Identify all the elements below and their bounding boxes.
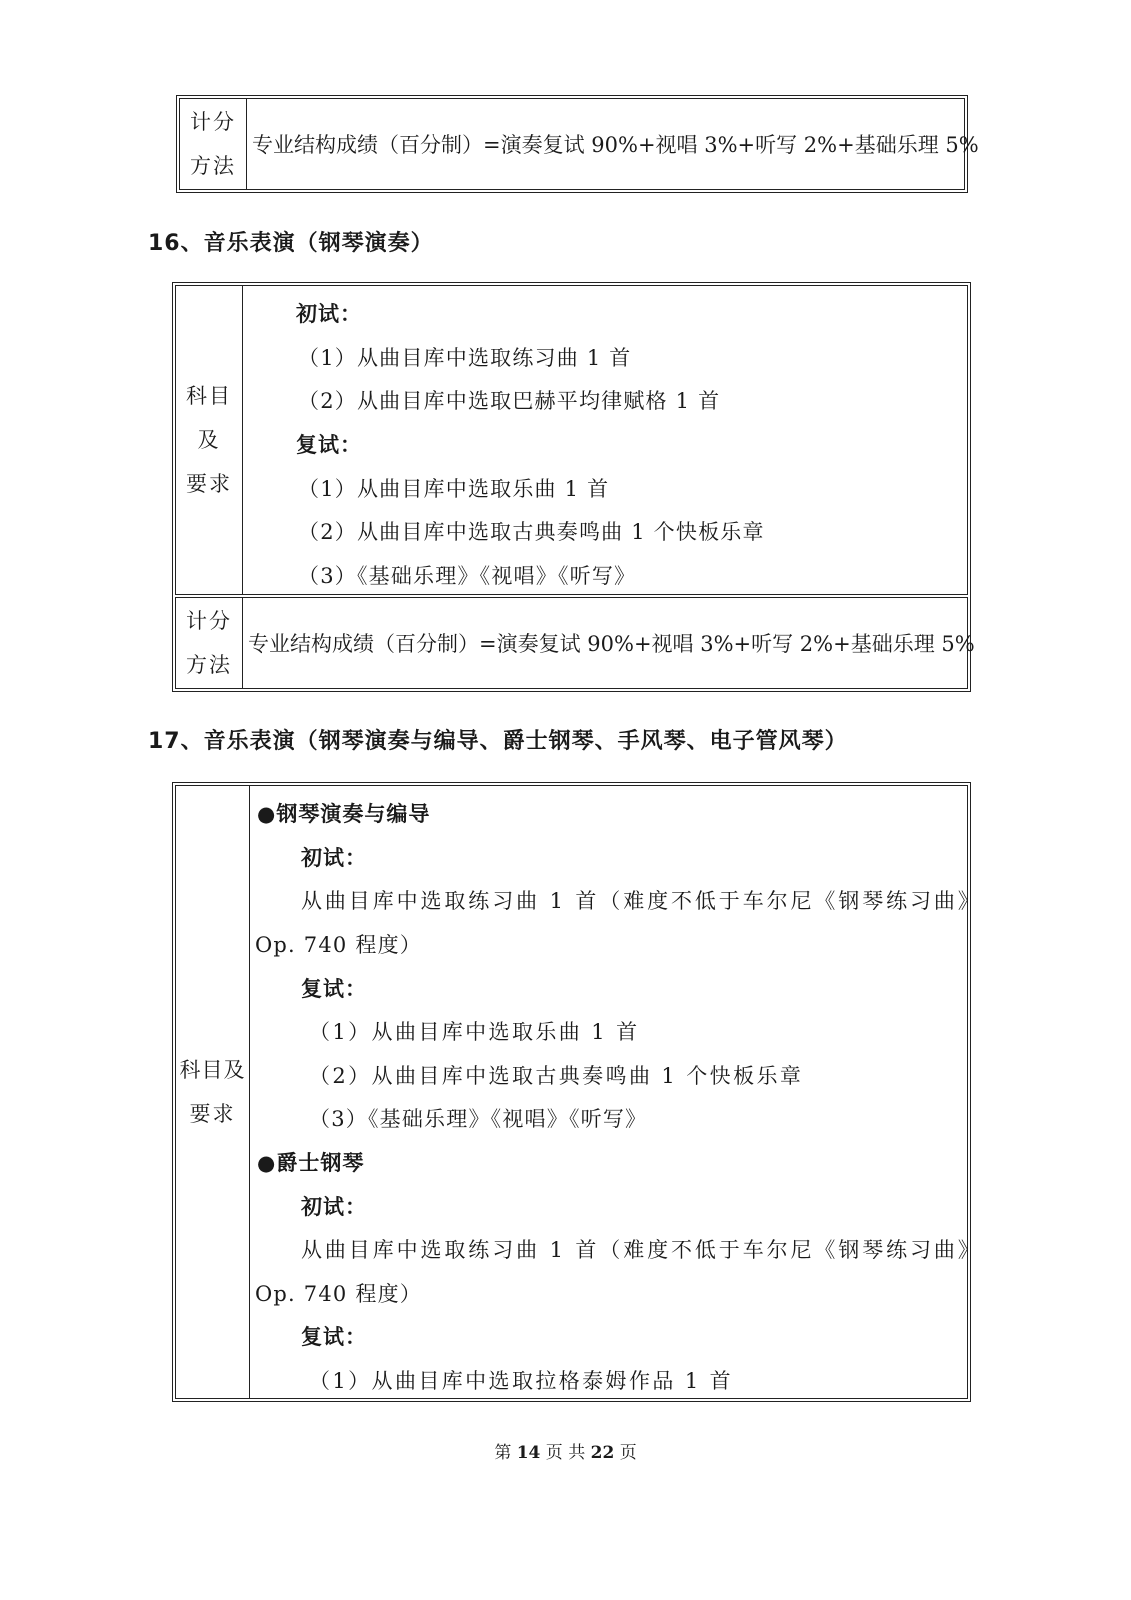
scoring-label-line2: 方法	[186, 653, 232, 677]
subject-label-line1: 科目	[186, 384, 232, 408]
requirement-line: （1）从曲目库中选取乐曲 1 首	[309, 1020, 640, 1044]
scoring-label-line1: 计分	[190, 110, 236, 134]
section-16-table	[172, 282, 975, 692]
exam-stage-label: 复试：	[296, 433, 362, 457]
subject-label-line2: 及	[197, 428, 221, 452]
scoring-formula: 专业结构成绩（百分制）=演奏复试 90%+视唱 3%+听写 2%+基础乐理 5%	[248, 632, 975, 656]
exam-stage-label: 初试：	[301, 846, 367, 870]
requirement-line: （2）从曲目库中选取古典奏鸣曲 1 个快板乐章	[298, 520, 765, 544]
exam-stage-label: 复试：	[301, 1325, 367, 1349]
scoring-row	[179, 98, 979, 190]
requirement-line: 从曲目库中选取练习曲 1 首（难度不低于车尔尼《钢琴练习曲》	[301, 1238, 982, 1262]
scoring-label-line2: 方法	[190, 154, 236, 178]
requirement-line: （3）《基础乐理》《视唱》《听写》	[309, 1107, 648, 1131]
subject-content	[253, 786, 982, 1398]
requirement-line: 从曲目库中选取练习曲 1 首（难度不低于车尔尼《钢琴练习曲》	[301, 889, 982, 913]
exam-stage-label: 复试：	[301, 977, 367, 1001]
section-17-table	[172, 782, 982, 1402]
subject-row	[175, 285, 968, 595]
scoring-formula: 专业结构成绩（百分制）=演奏复试 90%+视唱 3%+听写 2%+基础乐理 5%	[252, 133, 979, 157]
subject-label-line3: 要求	[186, 472, 232, 496]
page-footer	[0, 1438, 1131, 1463]
footer-prefix: 第	[494, 1443, 512, 1463]
subject-label-line1: 科目及	[179, 1058, 246, 1082]
requirement-line: （1）从曲目库中选取拉格泰姆作品 1 首	[309, 1369, 734, 1393]
exam-stage-label: 初试：	[296, 302, 362, 326]
requirement-line: Op. 740 程度）	[255, 933, 422, 957]
subject-row	[175, 785, 982, 1399]
footer-total-pages: 22	[590, 1443, 615, 1463]
requirement-line: （1）从曲目库中选取练习曲 1 首	[298, 346, 632, 370]
footer-middle: 页 共	[545, 1443, 586, 1463]
instrument-heading: ●爵士钢琴	[257, 1151, 365, 1175]
subject-content	[246, 286, 967, 594]
exam-stage-label: 初试：	[301, 1195, 367, 1219]
requirement-line: （1）从曲目库中选取乐曲 1 首	[298, 477, 610, 501]
section-17-heading: 17、音乐表演（钢琴演奏与编导、爵士钢琴、手风琴、电子管风琴）	[148, 729, 848, 754]
requirement-line: Op. 740 程度）	[255, 1282, 422, 1306]
scoring-table-top	[176, 95, 979, 193]
requirement-line: （2）从曲目库中选取古典奏鸣曲 1 个快板乐章	[309, 1064, 804, 1088]
scoring-row	[175, 597, 975, 689]
requirement-line: （2）从曲目库中选取巴赫平均律赋格 1 首	[298, 389, 721, 413]
footer-page-number: 14	[516, 1443, 541, 1463]
requirement-line: （3）《基础乐理》《视唱》《听写》	[298, 564, 637, 588]
footer-suffix: 页	[619, 1443, 637, 1463]
subject-label-line2: 要求	[189, 1102, 236, 1126]
section-16-heading: 16、音乐表演（钢琴演奏）	[148, 231, 434, 256]
instrument-heading: ●钢琴演奏与编导	[257, 802, 431, 826]
scoring-label-line1: 计分	[186, 609, 232, 633]
